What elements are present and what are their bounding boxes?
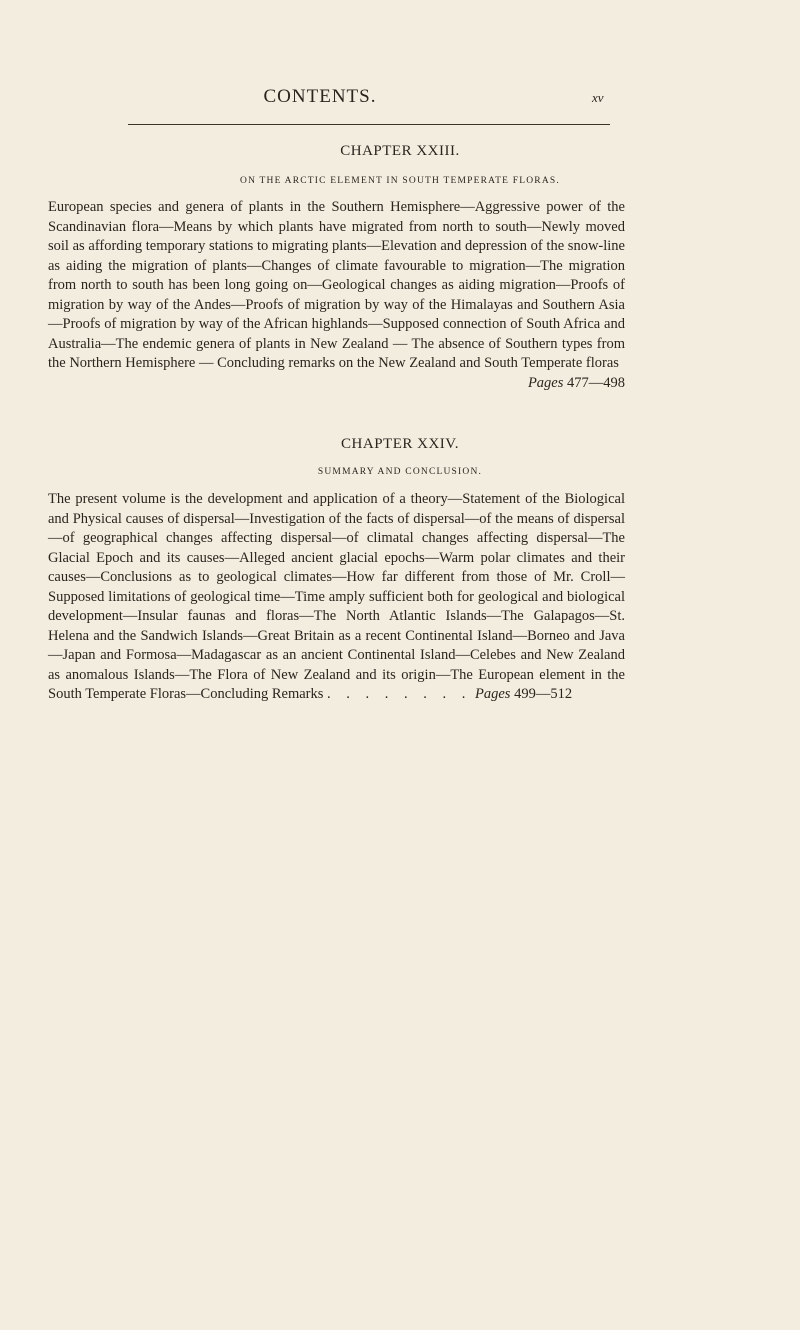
header-rule [128, 124, 610, 125]
chapter-summary-text-23: European species and genera of plants in the Southern Hemisphere—Aggressive power of the Scandinavian flora—Means by which plants have migrated from north to south—Newly moved soil as affording temporary stations to migrating plants—Elevation and depression of the snow-line as aiding the migration of plants—Changes of climate favourable to migration—The migration from north to south has been long going on—Geological changes as aiding migration—Proofs of migration by way of the Andes—Proofs of migration by way of the Himalayas and Southern Asia—Proofs of migration by way of the African highlands—Supposed connection of South Africa and Australia—The endemic genera of plants in New Zealand — The absence of Southern types from the Northern Hemisphere — Concluding remarks on the New Zealand and South Temperate floras [48, 199, 625, 371]
page-range-23 [48, 374, 625, 394]
chapter-heading-23: CHAPTER XXIII. [340, 143, 460, 159]
pages-label-23: Pages [527, 374, 564, 391]
chapter-subtitle-24: SUMMARY AND CONCLUSION. [317, 467, 483, 477]
dot-leaders-24: . . . . . . . . [327, 686, 472, 702]
pages-value-23: 477—498 [567, 374, 625, 391]
chapter-subtitle-23: ON THE ARCTIC ELEMENT IN SOUTH TEMPERATE FLORAS. [240, 176, 560, 186]
pages-label-24: Pages [475, 686, 511, 702]
chapter-heading-24: CHAPTER XXIV. [341, 436, 459, 452]
running-head [0, 86, 800, 116]
running-head-title: CONTENTS. [263, 86, 377, 107]
chapter-summary-23 [48, 198, 625, 393]
chapter-summary-text-24: The present volume is the development and application of a theory—Statement of the Biological and Physical causes of dispersal—Investigation of the facts of dispersal—of the means of dispersal—of geographical changes affecting dispersal—of climatal changes affecting dispersal—The Glacial Epoch and its causes—Alleged ancient glacial epochs—Warm polar climates and their causes—Conclusions as to geological climates—How far different from those of Mr. Croll—Supposed limitations of geological time—Time amply sufficient both for geological and biological development—Insular faunas and floras—The North Atlantic Islands—The Galapagos—St. Helena and the Sandwich Islands—Great Britain as a recent Continental Island—Borneo and Java—Japan and Formosa—Madagascar as an ancient Continental Island—Celebes and New Zealand as anomalous Islands—The Flora of New Zealand and its origin—The European element in the South Temperate Floras—Concluding Remarks [48, 491, 625, 702]
chapter-summary-24 [48, 490, 625, 705]
pages-value-24: 499—512 [514, 686, 573, 702]
page-number: xv [592, 90, 604, 105]
